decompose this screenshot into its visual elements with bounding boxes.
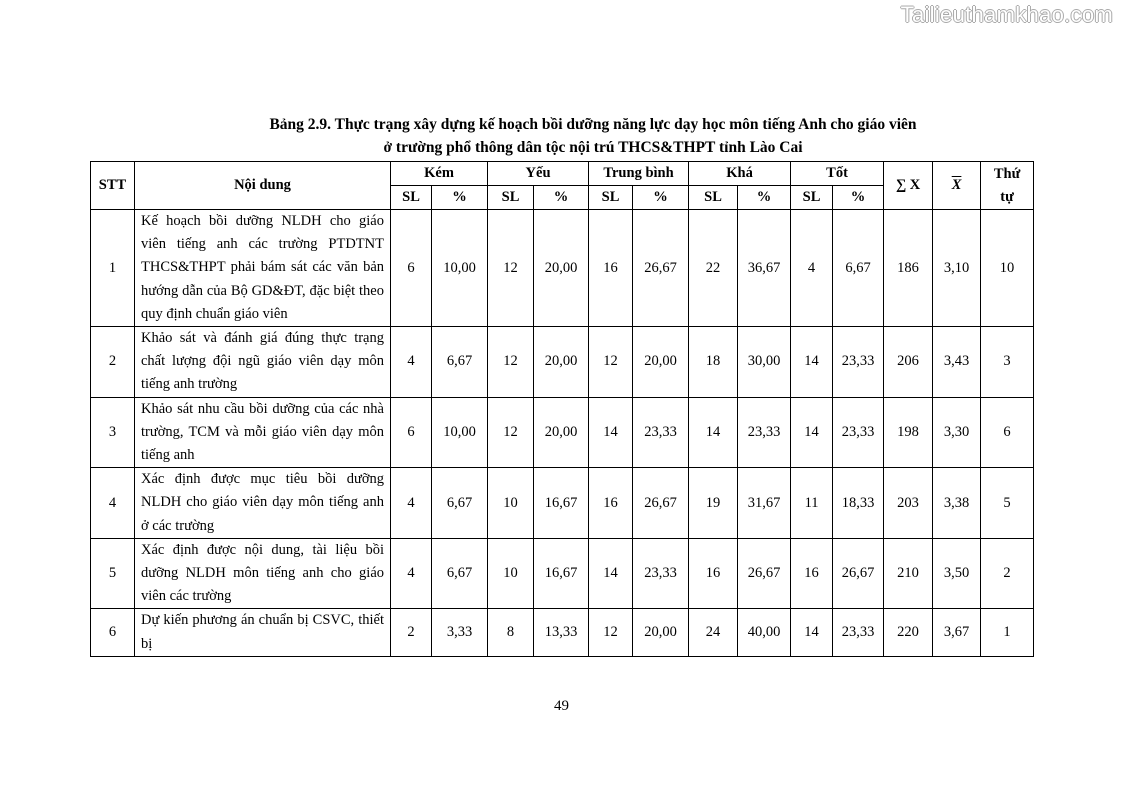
cell-content: Dự kiến phương án chuẩn bị CSVC, thiết bị	[135, 609, 391, 656]
cell-kem-pct: 6,67	[432, 327, 488, 398]
cell-kha-pct: 30,00	[738, 327, 791, 398]
header-row-1	[91, 162, 1034, 186]
header-yeu-pct: %	[534, 186, 589, 210]
cell-yeu-sl: 12	[488, 210, 534, 327]
cell-tb-pct: 26,67	[633, 468, 689, 539]
cell-tot-pct: 23,33	[833, 397, 884, 468]
cell-kem-sl: 4	[391, 468, 432, 539]
cell-content: Khảo sát và đánh giá đúng thực trạng chất lượng đội ngũ giáo viên dạy môn tiếng anh trường	[135, 327, 391, 398]
cell-yeu-sl: 10	[488, 538, 534, 609]
cell-tot-sl: 16	[791, 538, 833, 609]
cell-content: Xác định được nội dung, tài liệu bồi dưỡng NLDH môn tiếng anh cho giáo viên các trường	[135, 538, 391, 609]
cell-tb-sl: 14	[589, 397, 633, 468]
cell-rank: 10	[981, 210, 1034, 327]
cell-mean: 3,38	[933, 468, 981, 539]
cell-kha-sl: 24	[689, 609, 738, 656]
cell-kem-pct: 10,00	[432, 397, 488, 468]
cell-yeu-sl: 12	[488, 327, 534, 398]
cell-mean: 3,10	[933, 210, 981, 327]
mean-symbol: $\overline{X}$	[951, 177, 962, 193]
cell-tb-sl: 16	[589, 210, 633, 327]
cell-kem-pct: 10,00	[432, 210, 488, 327]
cell-stt: 1	[91, 210, 135, 327]
header-tb-pct: %	[633, 186, 689, 210]
header-mean	[933, 162, 981, 210]
cell-tot-sl: 14	[791, 327, 833, 398]
cell-tot-sl: 11	[791, 468, 833, 539]
cell-tb-pct: 20,00	[633, 609, 689, 656]
header-kem-sl: SL	[391, 186, 432, 210]
cell-tot-sl: 14	[791, 609, 833, 656]
header-yeu: Yếu	[488, 162, 589, 186]
table-row	[91, 468, 1034, 539]
header-trung-binh: Trung bình	[589, 162, 689, 186]
cell-tb-sl: 16	[589, 468, 633, 539]
cell-kem-sl: 6	[391, 397, 432, 468]
cell-tb-pct: 26,67	[633, 210, 689, 327]
cell-stt: 4	[91, 468, 135, 539]
cell-kem-sl: 4	[391, 538, 432, 609]
cell-rank: 2	[981, 538, 1034, 609]
table-row	[91, 397, 1034, 468]
header-stt: STT	[91, 162, 135, 210]
header-kem-pct: %	[432, 186, 488, 210]
cell-kha-sl: 22	[689, 210, 738, 327]
cell-kha-pct: 26,67	[738, 538, 791, 609]
cell-rank: 3	[981, 327, 1034, 398]
header-tot: Tốt	[791, 162, 884, 186]
header-yeu-sl: SL	[488, 186, 534, 210]
cell-tb-sl: 12	[589, 327, 633, 398]
cell-mean: 3,67	[933, 609, 981, 656]
survey-table	[90, 161, 1034, 657]
cell-yeu-sl: 8	[488, 609, 534, 656]
cell-mean: 3,30	[933, 397, 981, 468]
cell-sum: 203	[884, 468, 933, 539]
cell-tb-pct: 20,00	[633, 327, 689, 398]
header-tb-sl: SL	[589, 186, 633, 210]
cell-kha-sl: 19	[689, 468, 738, 539]
table-row	[91, 609, 1034, 656]
cell-yeu-sl: 10	[488, 468, 534, 539]
cell-kem-sl: 6	[391, 210, 432, 327]
cell-kha-pct: 36,67	[738, 210, 791, 327]
table-caption-line-1: Bảng 2.9. Thực trạng xây dựng kế hoạch bồi dưỡng năng lực dạy học môn tiếng Anh cho giáo viên	[269, 116, 917, 133]
header-sum: ∑ X	[884, 162, 933, 210]
header-kem: Kém	[391, 162, 488, 186]
table-row	[91, 210, 1034, 327]
cell-tb-sl: 14	[589, 538, 633, 609]
cell-kha-pct: 40,00	[738, 609, 791, 656]
cell-kha-sl: 14	[689, 397, 738, 468]
header-kha-sl: SL	[689, 186, 738, 210]
cell-tot-pct: 23,33	[833, 609, 884, 656]
table-row	[91, 327, 1034, 398]
cell-tot-sl: 14	[791, 397, 833, 468]
cell-tot-pct: 18,33	[833, 468, 884, 539]
cell-yeu-pct: 20,00	[534, 210, 589, 327]
cell-stt: 6	[91, 609, 135, 656]
cell-sum: 206	[884, 327, 933, 398]
cell-rank: 5	[981, 468, 1034, 539]
cell-kha-pct: 31,67	[738, 468, 791, 539]
header-kha-pct: %	[738, 186, 791, 210]
table-caption-line-2: ở trường phổ thông dân tộc nội trú THCS&THPT tỉnh Lào Cai	[383, 139, 803, 156]
header-tot-sl: SL	[791, 186, 833, 210]
cell-tot-pct: 26,67	[833, 538, 884, 609]
cell-content: Xác định được mục tiêu bồi dưỡng NLDH cho giáo viên dạy môn tiếng anh ở các trường	[135, 468, 391, 539]
cell-kem-pct: 3,33	[432, 609, 488, 656]
cell-kem-sl: 4	[391, 327, 432, 398]
cell-tot-sl: 4	[791, 210, 833, 327]
cell-stt: 2	[91, 327, 135, 398]
watermark-logo: Tailieuthamkhao.com	[900, 2, 1113, 27]
cell-content: Khảo sát nhu cầu bồi dưỡng của các nhà trường, TCM và mỗi giáo viên dạy môn tiếng anh	[135, 397, 391, 468]
cell-tot-pct: 6,67	[833, 210, 884, 327]
cell-sum: 186	[884, 210, 933, 327]
cell-stt: 5	[91, 538, 135, 609]
cell-kem-sl: 2	[391, 609, 432, 656]
cell-stt: 3	[91, 397, 135, 468]
header-tot-pct: %	[833, 186, 884, 210]
header-rank: Thứ tự	[981, 162, 1034, 210]
cell-yeu-sl: 12	[488, 397, 534, 468]
cell-kha-sl: 18	[689, 327, 738, 398]
header-content: Nội dung	[135, 162, 391, 210]
cell-mean: 3,43	[933, 327, 981, 398]
cell-rank: 6	[981, 397, 1034, 468]
cell-content: Kế hoạch bồi dưỡng NLDH cho giáo viên tiếng anh các trường PTDTNT THCS&THPT phải bám sát các văn bản hướng dẫn của Bộ GD&ĐT, đặc biệt theo quy định chuẩn giáo viên	[135, 210, 391, 327]
cell-tb-sl: 12	[589, 609, 633, 656]
cell-kem-pct: 6,67	[432, 468, 488, 539]
cell-rank: 1	[981, 609, 1034, 656]
cell-sum: 210	[884, 538, 933, 609]
table-row	[91, 538, 1034, 609]
cell-tb-pct: 23,33	[633, 538, 689, 609]
cell-tb-pct: 23,33	[633, 397, 689, 468]
page-number: 49	[554, 698, 569, 714]
cell-kha-sl: 16	[689, 538, 738, 609]
cell-sum: 198	[884, 397, 933, 468]
cell-mean: 3,50	[933, 538, 981, 609]
cell-yeu-pct: 16,67	[534, 468, 589, 539]
cell-yeu-pct: 20,00	[534, 397, 589, 468]
cell-yeu-pct: 20,00	[534, 327, 589, 398]
cell-yeu-pct: 13,33	[534, 609, 589, 656]
cell-kem-pct: 6,67	[432, 538, 488, 609]
cell-yeu-pct: 16,67	[534, 538, 589, 609]
header-kha: Khá	[689, 162, 791, 186]
cell-sum: 220	[884, 609, 933, 656]
cell-tot-pct: 23,33	[833, 327, 884, 398]
cell-kha-pct: 23,33	[738, 397, 791, 468]
